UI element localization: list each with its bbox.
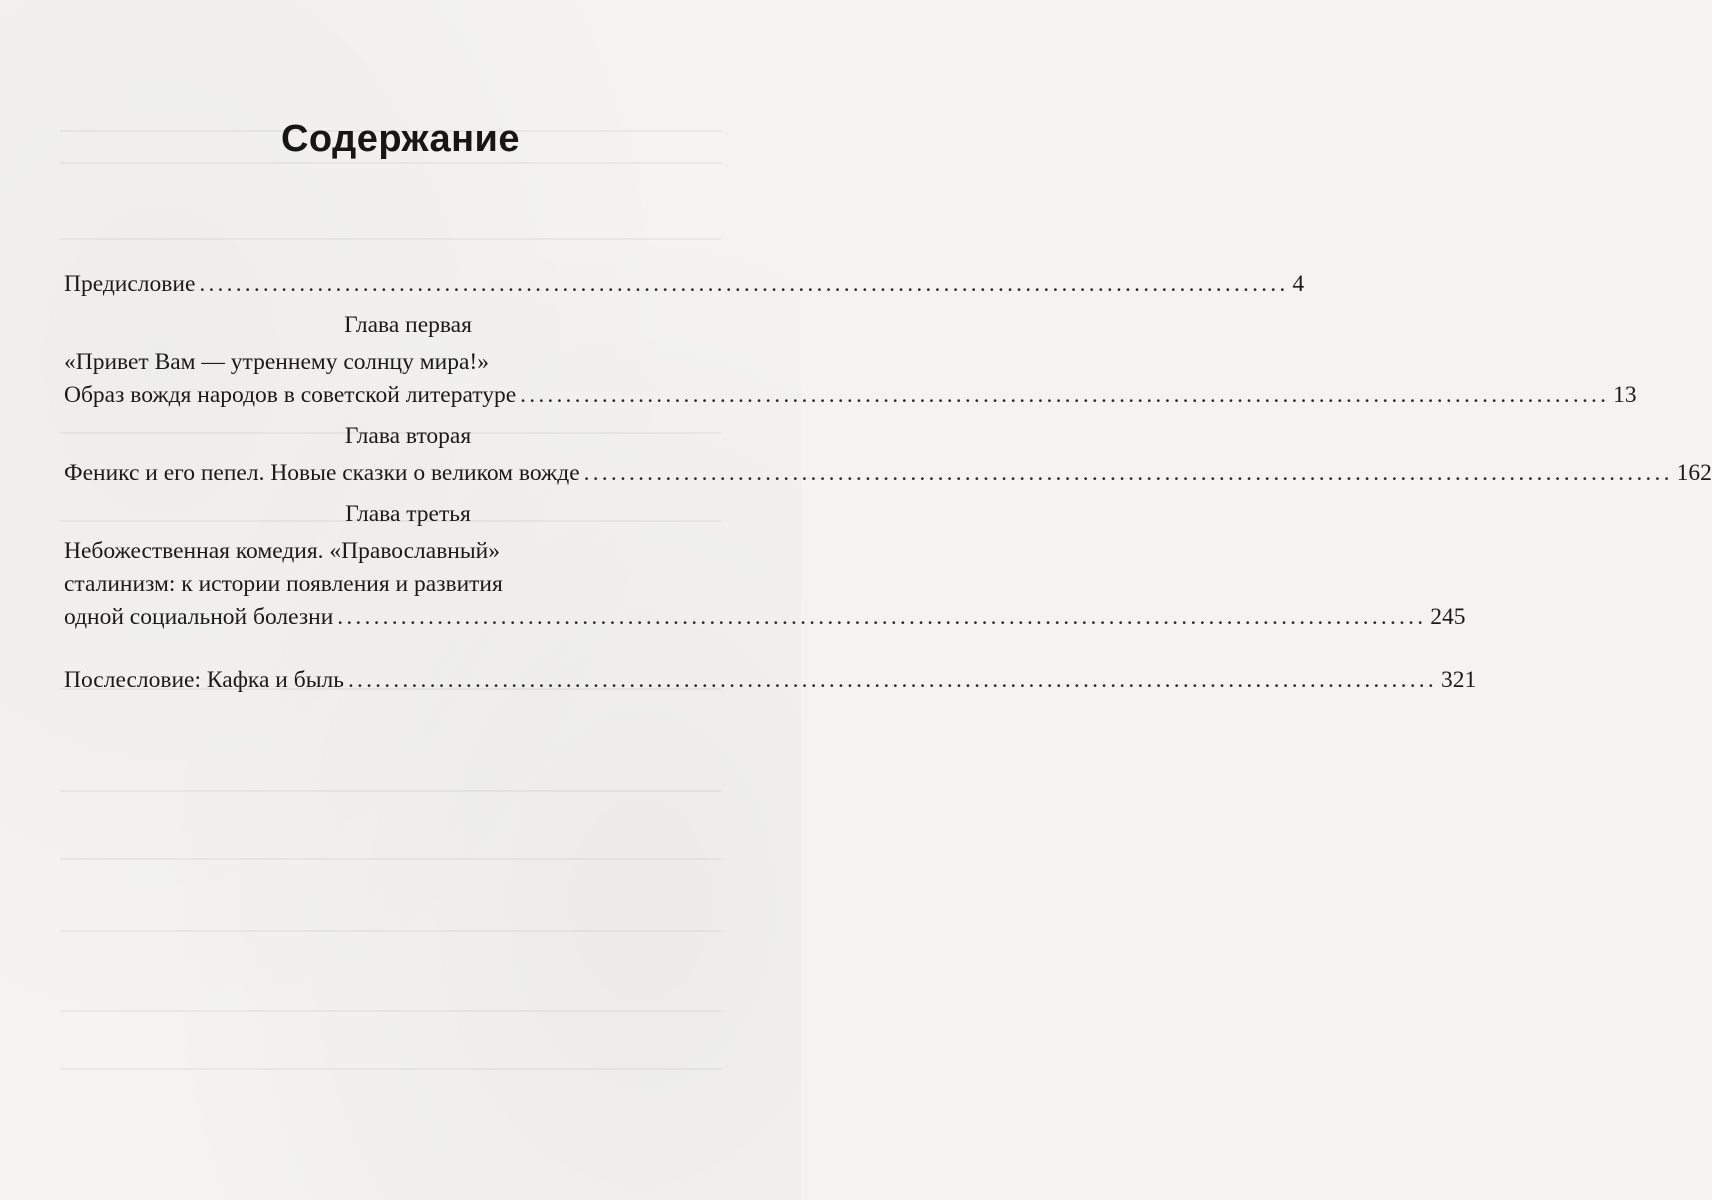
dot-leader: ........................................................................................................................ xyxy=(520,382,1610,408)
chapter-label: Глава вторая xyxy=(344,423,472,449)
toc-entry-title: Образ вождя народов в советской литературе xyxy=(64,382,517,408)
toc-entry-title[interactable]: сталинизм: к истории появления и развития xyxy=(64,571,503,597)
toc-page-number: 13 xyxy=(1613,382,1637,408)
toc-entry-title[interactable]: Небожественная комедия. «Православный» xyxy=(64,538,500,564)
toc-entry-title: Феникс и его пепел. Новые сказки о великом вожде xyxy=(64,460,580,486)
show-through-line xyxy=(60,1068,721,1070)
page-title: Содержание xyxy=(280,118,521,160)
show-through-line xyxy=(60,790,721,792)
toc-entry-afterword[interactable] xyxy=(64,664,1477,697)
toc-entry-chapter3[interactable] xyxy=(64,601,1466,634)
toc-entry-title: Послесловие: Кафка и быль xyxy=(64,667,344,693)
toc-entry-title[interactable]: «Привет Вам — утреннему солнцу мира!» xyxy=(64,349,489,375)
toc-entry-title: одной социальной болезни xyxy=(64,604,334,630)
toc-entry-chapter2[interactable] xyxy=(64,457,1712,490)
dot-leader: ........................................................................................................................ xyxy=(337,604,1427,630)
chapter-label: Глава третья xyxy=(345,501,471,527)
show-through-line xyxy=(60,930,721,932)
show-through-line xyxy=(60,1010,721,1012)
chapter-label: Глава первая xyxy=(344,312,472,338)
toc-entry-chapter1[interactable] xyxy=(64,379,1637,412)
toc-page-number: 162 xyxy=(1676,460,1712,486)
toc-page-number: 321 xyxy=(1440,667,1477,693)
show-through-line xyxy=(60,238,721,240)
toc-entry-preface[interactable] xyxy=(64,268,1305,301)
spacer xyxy=(64,634,712,664)
dot-leader: ........................................................................................................................ xyxy=(347,667,1437,693)
dot-leader: ........................................................................................................................ xyxy=(199,271,1289,297)
table-of-contents xyxy=(64,268,1712,697)
toc-page-number: 245 xyxy=(1430,604,1466,630)
toc-page-number: 4 xyxy=(1292,271,1305,297)
show-through-line xyxy=(60,858,721,860)
dot-leader: ........................................................................................................................ xyxy=(583,460,1673,486)
show-through-line xyxy=(60,162,721,164)
toc-entry-title: Предисловие xyxy=(64,271,196,297)
